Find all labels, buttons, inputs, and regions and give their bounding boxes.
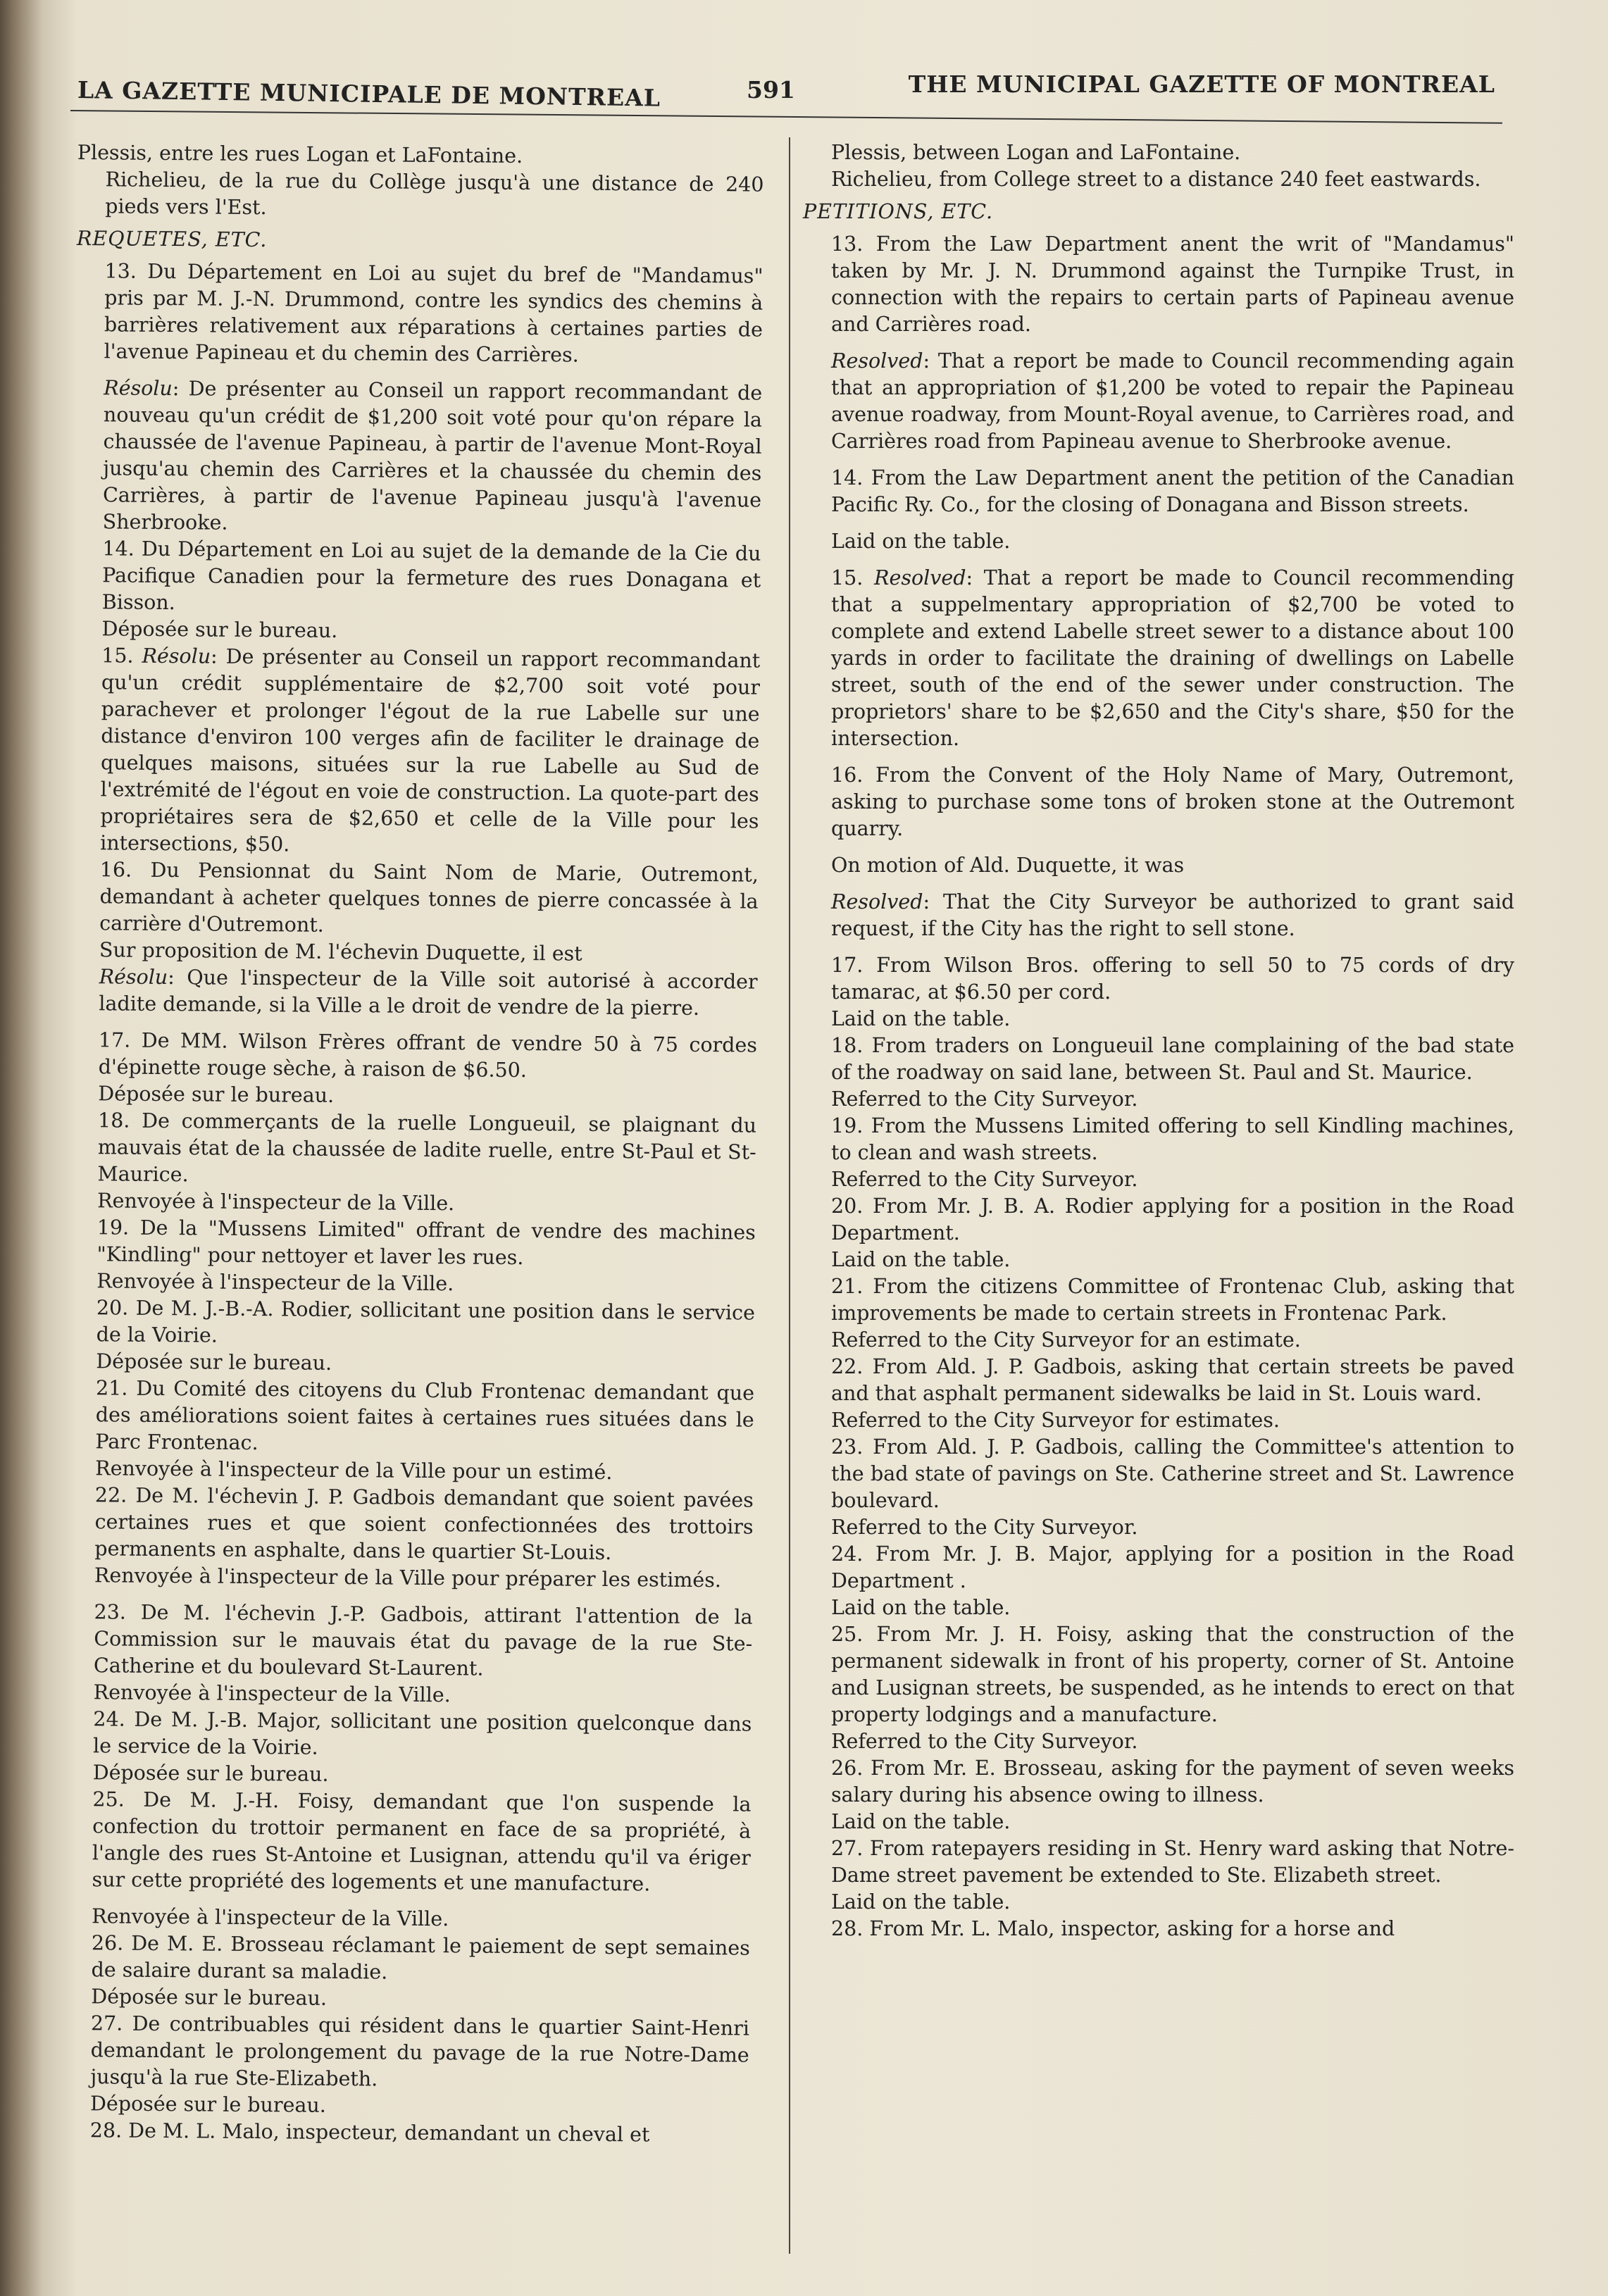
fr-resolution-13 (75, 375, 763, 541)
en-item-27: 27. From ratepayers residing in St. Henry ward asking that Notre-Dame street pavement be extended to Ste. Elizabeth street. (831, 1837, 1514, 1887)
fr-item-22: 22. De M. l'échevin J. P. Gadbois demandant que soient pavées certaines rues et que soient confectionnées des trottoirs permanents en asphalte, dans le quartier St-Louis. (94, 1483, 754, 1565)
fr-item-17: 17. De MM. Wilson Frères offrant de vendre 50 à 75 cordes d'épinette rouge sèche, à raison de $6.50. (98, 1028, 758, 1083)
fr-item-19: 19. De la "Mussens Limited" offrant de vendre des machines "Kindling" pour nettoyer et laver les rues. (96, 1216, 756, 1270)
fr-item-13: 13. Du Département en Loi au sujet du bref de "Mandamus" pris par M. J.-N. Drummond, contre les syndics des chemins à barrières relativement aux réparations à certaines parties de l'avenue Papineau et du chemin des Carrières. (104, 259, 764, 367)
fr-street-richelieu: Richelieu, de la rue du Collège jusqu'à une distance de 240 pieds vers l'Est. (105, 168, 764, 220)
en-item-13: 13. From the Law Department anent the writ of "Mandamus" taken by Mr. J. N. Drummond against the Turnpike Trust, in connection with the repairs to certain parts of Papineau avenue and Carrières road. (831, 232, 1514, 336)
en-item-16: 16. From the Convent of the Holy Name of Mary, Outremont, asking to purchase some tons of broken stone at the Outremont quarry. (831, 763, 1514, 840)
fr-item-26: 26. De M. E. Brosseau réclamant le paiement de sept semaines de salaire durant sa maladie. (91, 1931, 750, 1984)
en-decision-25: Referred to the City Surveyor. (831, 1730, 1138, 1753)
fr-decision-27: Déposée sur le bureau. (89, 2092, 326, 2117)
fr-item-28: 28. De M. L. Malo, inspecteur, demandant un cheval et (89, 2119, 650, 2147)
fr-decision-21: Renvoyée à l'inspecteur de la Ville pour un estimé. (95, 1456, 613, 1485)
en-decision-20: Laid on the table. (831, 1248, 1011, 1271)
fr-decision-14: Déposée sur le bureau. (101, 617, 338, 642)
en-item-28: 28. From Mr. L. Malo, inspector, asking for a horse and (831, 1917, 1395, 1940)
fr-decision-18: Renvoyée à l'inspecteur de la Ville. (97, 1189, 455, 1216)
en-decision-27: Laid on the table. (831, 1890, 1011, 1914)
en-resolution-13: Resolved: That a report be made to Council recommending again that an appropriation of $1,200 be voted to repair the Papineau avenue roadway, from Mount-Royal avenue, to Carrières road, and Carrières road from Papineau avenue to Sherbrooke avenue. (831, 349, 1514, 453)
header-rule (70, 110, 1502, 124)
header-english-title: THE MUNICIPAL GAZETTE OF MONTREAL (908, 70, 1495, 98)
header-french-title: LA GAZETTE MUNICIPALE DE MONTREAL (77, 76, 661, 112)
en-resolved-label: Resolved (831, 349, 923, 373)
en-item-17: 17. From Wilson Bros. offering to sell 50 to 75 cords of dry tamarac, at $6.50 per cord. (831, 954, 1514, 1004)
fr-item-14: 14. Du Département en Loi au sujet de la demande de la Cie du Pacifique Canadien pour la fermeture des rues Donagana et Bisson. (101, 537, 761, 615)
english-column (803, 139, 1514, 1942)
en-item-25: 25. From Mr. J. H. Foisy, asking that the construction of the permanent sidewalk in front of his property, corner of St. Antoine and Lusignan streets, be suspended, as he intends to erect on that property lodgings and a manufacture. (831, 1623, 1514, 1726)
en-decision-14: Laid on the table. (831, 530, 1011, 553)
column-divider (789, 137, 790, 2254)
page-number: 591 (747, 76, 795, 104)
fr-item-18: 18. De commerçants de la ruelle Longueuil, se plaignant du mauvais état de la chaussée de ladite ruelle, entre St-Paul et St-Maurice. (97, 1109, 757, 1187)
en-item-26: 26. From Mr. E. Brosseau, asking for the payment of seven weeks salary during his absence owing to illness. (831, 1757, 1514, 1807)
en-decision-18: Referred to the City Surveyor. (831, 1087, 1138, 1111)
fr-decision-19: Renvoyée à l'inspecteur de la Ville. (96, 1269, 454, 1296)
fr-item-27: 27. De contribuables qui résident dans le quartier Saint-Henri demandant le prolongement du pavage de la rue Notre-Dame jusqu'à la rue Ste-Elizabeth. (90, 2011, 750, 2091)
page-header (70, 63, 1502, 113)
en-item-21: 21. From the citizens Committee of Frontenac Club, asking that improvements be made to certain streets in Frontenac Park. (831, 1275, 1514, 1325)
fr-decision-23: Renvoyée à l'inspecteur de la Ville. (93, 1680, 451, 1707)
en-decision-23: Referred to the City Surveyor. (831, 1516, 1138, 1539)
french-column (62, 139, 764, 2150)
en-decision-17: Laid on the table. (831, 1007, 1011, 1030)
en-decision-22: Referred to the City Surveyor for estimates. (831, 1409, 1280, 1432)
en-item-20: 20. From Mr. J. B. A. Rodier applying for a position in the Road Department. (831, 1194, 1514, 1244)
en-street-plessis: Plessis, between Logan and LaFontaine. (831, 141, 1241, 164)
en-item-22: 22. From Ald. J. P. Gadbois, asking that certain streets be paved and that asphalt permanent sidewalks be laid in St. Louis ward. (831, 1355, 1514, 1405)
fr-motion-16: Sur proposition de M. l'échevin Duquette, il est (99, 938, 582, 966)
en-resolution-16: Resolved: That the City Surveyor be authorized to grant said request, if the City has the right to sell stone. (831, 890, 1514, 940)
fr-item-15: 15. Résolu: De présenter au Conseil un rapport recommandant qu'un crédit supplémentaire de $2,700 soit voté pour parachever et prolonger l'égout de la rue Labelle sur une distance d'environ 100 verges afin de faciliter le drainage de quelques maisons, situées sur la rue Labelle au Sud de l'extrémité de l'égout en voie de construction. La quote-part des propriétaires sera de $2,650 et celle de la Ville pour les intersections, $50. (100, 644, 761, 856)
fr-decision-24: Déposée sur le bureau. (92, 1761, 329, 1786)
fr-item-21: 21. Du Comité des citoyens du Club Frontenac demandant que des améliorations soient faites à certaines rues situées dans le Parc Frontenac. (95, 1376, 755, 1455)
fr-decision-25: Renvoyée à l'inspecteur de la Ville. (92, 1904, 449, 1931)
fr-item-16: 16. Du Pensionnat du Saint Nom de Marie, Outremont, demandant à acheter quelques tonnes de pierre concassée à la carrière d'Outremont. (99, 858, 759, 937)
en-decision-26: Laid on the table. (831, 1810, 1011, 1833)
fr-decision-22: Renvoyée à l'inspecteur de la Ville pour préparer les estimés. (94, 1564, 722, 1592)
fr-item-24: 24. De M. J.-B. Major, sollicitant une position quelconque dans le service de la Voirie. (92, 1707, 752, 1759)
fr-section-heading: REQUETES, ETC. (76, 226, 268, 252)
fr-resolved-label: Résolu (104, 376, 173, 401)
fr-item-25: 25. De M. J.-H. Foisy, demandant que l'on suspende la confection du trottoir permanent en face de sa propriété, à l'angle des rues St-Antoine et Lusignan, attendu qu'il va ériger sur cette propriété des logements et une manufacture. (92, 1787, 752, 1896)
en-street-richelieu: Richelieu, from College street to a distance 240 feet eastwards. (831, 168, 1481, 191)
en-resolved-label: Resolved (874, 566, 966, 589)
fr-item-20: 20. De M. J.-B.-A. Rodier, sollicitant une position dans le service de la Voirie. (96, 1296, 756, 1347)
fr-resolution-13-text: : De présenter au Conseil un rapport recommandant de nouveau qu'un crédit de $1,200 soit voté pour qu'on répare la chaussée de l'avenue Papineau, à partir de l'avenue Mont-Royal jusqu'au chemin des Carrières et la chaussée du chemin des Carrières, à partir de l'avenue Papineau jusqu'à l'avenue Sherbrooke. (102, 377, 763, 535)
en-item-24: 24. From Mr. J. B. Major, applying for a position in the Road Department . (831, 1542, 1514, 1592)
en-item-19: 19. From the Mussens Limited offering to sell Kindling machines, to clean and wash streets. (831, 1114, 1514, 1164)
en-resolved-label: Resolved (831, 890, 923, 913)
en-section-heading: PETITIONS, ETC. (803, 200, 994, 223)
en-decision-21: Referred to the City Surveyor for an estimate. (831, 1328, 1301, 1352)
fr-decision-20: Déposée sur le bureau. (96, 1349, 332, 1375)
fr-resolved-label: Résolu (142, 644, 211, 668)
fr-street-plessis: Plessis, entre les rues Logan et LaFontaine. (77, 140, 523, 168)
en-item-14: 14. From the Law Department anent the petition of the Canadian Pacific Ry. Co., for the closing of Donagana and Bisson streets. (831, 466, 1514, 516)
en-decision-24: Laid on the table. (831, 1596, 1011, 1619)
en-item-18: 18. From traders on Longueuil lane complaining of the bad state of the roadway on said lane, between St. Paul and St. Maurice. (831, 1034, 1514, 1084)
en-motion-16: On motion of Ald. Duquette, it was (831, 854, 1185, 877)
en-item-15: 15. Resolved: That a report be made to Council recommending that a suppelmentary appropriation of $2,700 be voted to complete and extend Labelle street sewer to a distance about 100 yards in order to facilitate the draining of dwellings on Labelle street, south of the end of the sewer under construction. The proprietors' share to be $2,650 and the City's share, $50 for the intersection. (831, 566, 1514, 750)
fr-resolved-label: Résolu (99, 965, 168, 990)
en-decision-19: Referred to the City Surveyor. (831, 1168, 1138, 1191)
en-item-23: 23. From Ald. J. P. Gadbois, calling the Committee's attention to the bad state of pavings on Ste. Catherine street and St. Lawrence boulevard. (831, 1435, 1514, 1512)
fr-item-23: 23. De M. l'échevin J.-P. Gadbois, attirant l'attention de la Commission sur le mauvais état du pavage de la rue Ste-Catherine et du boulevard St-Laurent. (93, 1600, 753, 1680)
fr-decision-26: Déposée sur le bureau. (91, 1985, 328, 2010)
fr-resolution-16: Résolu: Que l'inspecteur de la Ville soit autorisé à accorder ladite demande, si la Ville a le droit de vendre de la pierre. (99, 965, 758, 1020)
fr-decision-17: Déposée sur le bureau. (98, 1082, 335, 1107)
